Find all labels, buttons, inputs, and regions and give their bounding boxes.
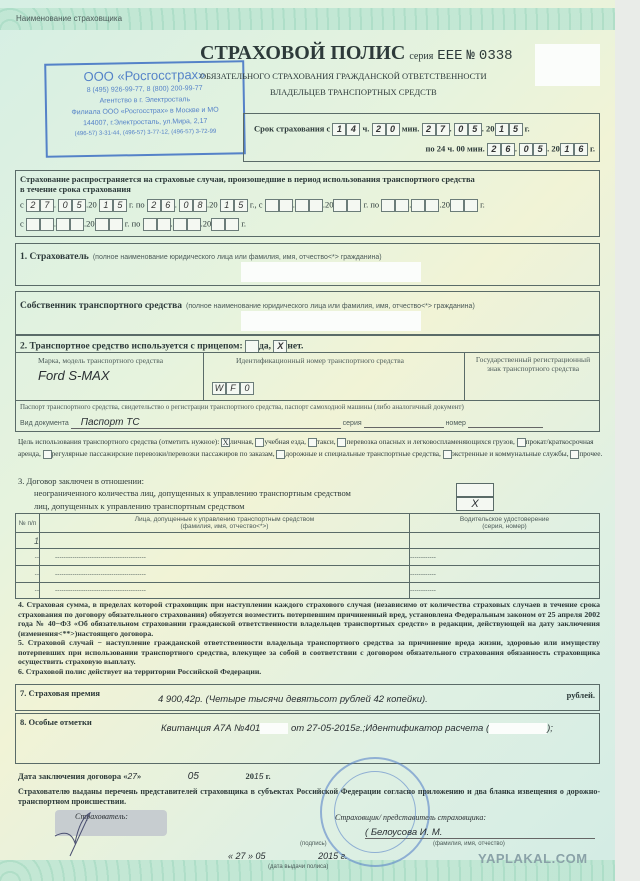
stamp-phones: 8 (495) 926-99-77, 8 (800) 200-99-77 [86, 84, 203, 95]
insurer-label: Наименование страховщика [16, 14, 123, 23]
name-hint: (фамилия, имя, отчество) [433, 841, 505, 847]
drivers-limited-label: лиц, допущенных к управлению транспортным средством [34, 501, 245, 511]
vin-label: Идентификационный номер транспортного средства [236, 356, 404, 365]
term-box [243, 113, 600, 162]
purpose-section: Цель использования транспортного средства (отметить нужное): X личная, учебная езда, такси, перевозка опасных и легковоспламеняющихся грузов, прокат/краткосрочная аренда, регулярные пассажирские перевозки/перевозки пассажиров по заказам, дорожные и специальные транспортные средства, экстренные и коммунальные службы, прочее. [18, 437, 603, 458]
minute-digit[interactable]: 0 [386, 123, 400, 136]
notes-box [15, 713, 600, 764]
owner-hint: (полное наименование юридического лица или фамилия, имя, отчество<*> гражданина) [186, 303, 475, 310]
empty-digit[interactable] [225, 218, 239, 231]
policy-title [200, 42, 513, 65]
purpose-checkbox[interactable] [308, 438, 317, 447]
owner-box [15, 291, 600, 335]
term-from-row: Срок страхования с 1 4 ч. 2 0 мин. 2 7 . 0 5 . 20 1 5 г. [254, 123, 530, 134]
coverage-box [15, 170, 600, 237]
empty-digit[interactable] [40, 218, 54, 231]
contract-date: Дата заключения договора «27» 05 2015 г. [18, 771, 271, 782]
year-digit[interactable]: 1 [99, 199, 113, 212]
series-label: серия [409, 51, 434, 62]
empty-digit[interactable] [157, 218, 171, 231]
insured-box [15, 243, 600, 286]
insurer-signature-label: Страховщик/ представитель страховщика: [335, 813, 487, 822]
coverage-text: Страхование распространяется на страховые случаи, произошедшие в период использования транспортного средства в течение срока страхования [20, 174, 475, 194]
make-value: Ford S-MAX [38, 368, 110, 383]
year-digit[interactable]: 5 [113, 199, 127, 212]
premium-box [15, 684, 600, 711]
vin-char[interactable]: W [212, 382, 226, 395]
clauses [18, 600, 600, 676]
number-sign: № [466, 48, 475, 64]
notes-label: 8. Особые отметки [20, 717, 92, 727]
vin-char[interactable]: F [226, 382, 240, 395]
insured-signature-label: Страхователь: [75, 812, 128, 821]
col-num-header: № п/п [16, 514, 40, 533]
empty-digit[interactable] [381, 199, 395, 212]
purpose-checkbox[interactable] [517, 438, 526, 447]
sig-hint: (подпись) [300, 841, 327, 847]
policy-number: 0338 [478, 48, 513, 64]
empty-digit[interactable] [347, 199, 361, 212]
empty-digit[interactable] [70, 218, 84, 231]
table-row: -- ------------------------------------------ ------------ [16, 566, 600, 583]
minute-digit[interactable]: 2 [372, 123, 386, 136]
notes-value: Квитанция А7А №401 от 27-05-2015г.;Идентификатор расчета ( ); [161, 723, 553, 734]
premium-label: 7. Страховая премия [20, 688, 100, 698]
empty-digit[interactable] [425, 199, 439, 212]
hour-digit[interactable]: 4 [346, 123, 360, 136]
hour-digit[interactable]: 1 [332, 123, 346, 136]
col-license-header: Водительское удостоверение (серия, номер) [410, 514, 600, 533]
drivers-table [15, 513, 600, 599]
trailer-row: 2. Транспортное средство используется с прицепом: да, X нет. [20, 341, 304, 352]
month-digit[interactable]: 5 [533, 143, 547, 156]
purpose-checkbox[interactable] [43, 450, 52, 459]
limited-checkbox[interactable]: X [456, 497, 494, 511]
clause-5: 5. Страховой случай − наступление гражданской ответственности владельца транспортного средства за причинение вреда жизни, здоровью или имуществу потерпевших при использовании транспортного средства, влекущее за собой в соответствии с договором обязательного страхования обязанность страховщика осуществить страховую выплату. [18, 638, 600, 666]
empty-digit[interactable] [464, 199, 478, 212]
year-digit[interactable]: 1 [560, 143, 574, 156]
empty-digit[interactable] [309, 199, 323, 212]
year-digit[interactable]: 6 [574, 143, 588, 156]
clause-4: 4. Страховая сумма, в пределах которой страховщик при наступлении каждого страхового случая (независимо от количества страховых случаев в течение срока страхования по договору обязательного страхования) обязуется возместить потерпевшим причиненный вред, установлена Федеральным законом от 25 апреля 2002 года № 40−ФЗ «Об обязательном страховании гражданской ответственности владельцев транспортных средств» в редакции, действующей на дату заключения (изменения<**>)настоящего договора. [18, 600, 600, 638]
year-digit[interactable]: 5 [509, 123, 523, 136]
trailer-no-checkbox[interactable]: X [273, 340, 287, 353]
empty-digit[interactable] [143, 218, 157, 231]
empty-digit[interactable] [395, 199, 409, 212]
year-digit[interactable]: 1 [495, 123, 509, 136]
coverage-period-row-2: с . .20 г. по . .20 г. [20, 218, 246, 231]
day-digit[interactable]: 7 [436, 123, 450, 136]
month-digit[interactable]: 0 [58, 199, 72, 212]
year-digit[interactable]: 1 [220, 199, 234, 212]
empty-digit[interactable] [26, 218, 40, 231]
subtitle-2: ВЛАДЕЛЬЦЕВ ТРАНСПОРТНЫХ СРЕДСТВ [270, 87, 437, 97]
empty-digit[interactable] [450, 199, 464, 212]
premium-value: 4 900,42р. (Четыре тысячи девятьсот рублей 42 копейки). [158, 694, 428, 705]
day-digit[interactable]: 2 [487, 143, 501, 156]
clause-6: 6. Страховой полис действует на территории Российской Федерации. [18, 666, 262, 676]
year-digit[interactable]: 5 [234, 199, 248, 212]
drivers-label: 3. Договор заключен в отношении: [18, 476, 145, 486]
doc-type-value: Паспорт ТС [71, 417, 341, 429]
owner-label: Собственник транспортного средства [20, 301, 183, 311]
empty-digit[interactable] [333, 199, 347, 212]
month-digit[interactable]: 5 [72, 199, 86, 212]
title: СТРАХОВОЙ ПОЛИС [200, 42, 406, 64]
day-digit[interactable]: 2 [26, 199, 40, 212]
issued-text: Страхователю выданы перечень представителей страховщика в субъектах Российской Федерации согласно приложению и два бланка извещения о дорожно-транспортном происшествии. [18, 787, 600, 806]
issue-date: « 27 » 05 2015 г. [228, 851, 348, 861]
issue-hint: (дата выдачи полиса) [268, 864, 329, 870]
stamp-branch: Филиала ООО «Росгосстрах» в Москве и МО [71, 106, 219, 117]
insured-hint: (полное наименование юридического лица или фамилия, имя, отчество<*> гражданина) [92, 254, 382, 261]
stamp-address: 144007, г.Электросталь, ул.Мира, 2,17 [82, 117, 208, 128]
day-digit[interactable]: 7 [40, 199, 54, 212]
redacted-area [241, 311, 421, 331]
table-row: 1 [16, 533, 600, 549]
passport-label: Паспорт транспортного средства, свидетельство о регистрации транспортного средства, паспорт самоходной машины (либо аналогичный документ) [20, 403, 464, 411]
stamp-name: ООО «Росгосстрах» [83, 66, 206, 85]
vin-char[interactable]: 0 [240, 382, 254, 395]
empty-digit[interactable] [279, 199, 293, 212]
insured-label: 1. Страхователь [20, 252, 89, 262]
day-digit[interactable]: 2 [147, 199, 161, 212]
day-digit[interactable]: 6 [161, 199, 175, 212]
purpose-checkbox-personal[interactable]: X [222, 437, 229, 447]
month-digit[interactable]: 0 [454, 123, 468, 136]
purpose-checkbox[interactable] [276, 450, 285, 459]
col-person-header: Лица, допущенные к управлению транспортным средством (фамилия, имя, отчество<*>) [40, 514, 410, 533]
watermark: YAPLAKAL.COM [478, 851, 588, 866]
premium-unit: рублей. [566, 690, 595, 700]
make-label: Марка, модель транспортного средства [38, 356, 164, 365]
reg-label: Государственный регистрационный знак транспортного средства [475, 355, 591, 373]
subtitle-1: ОБЯЗАТЕЛЬНОГО СТРАХОВАНИЯ ГРАЖДАНСКОЙ ОТВЕТСТВЕННОСТИ [200, 71, 487, 81]
signature-icon [50, 808, 110, 858]
month-digit[interactable]: 8 [193, 199, 207, 212]
empty-digit[interactable] [173, 218, 187, 231]
month-digit[interactable]: 5 [468, 123, 482, 136]
empty-digit[interactable] [411, 199, 425, 212]
stamp-agency: Агентство в г. Электросталь [99, 96, 191, 105]
table-row: -- ------------------------------------------ ------------ [16, 583, 600, 599]
rep-name-row: ( Белоусова И. М. [365, 827, 595, 839]
stamp-tel: (496-57) 3-31-44, (496-57) 3-77-12, (496-57) 3-72-99 [74, 128, 217, 138]
empty-digit[interactable] [109, 218, 123, 231]
coverage-period-row-1: с 2 7 . 0 5 .20 1 5 г. по 2 6 . 0 8 .20 1 5 г., с . .20 г. по . .20 г. [20, 199, 485, 210]
redacted-area [241, 262, 421, 282]
passport-row: Вид документа Паспорт ТС серия номер [20, 417, 595, 429]
table-row: -- ------------------------------------------ ------------ [16, 549, 600, 566]
term-to-row: по 24 ч. 00 мин. 2 6 . 0 5 . 20 1 6 г. [425, 143, 595, 154]
series: ЕЕЕ [437, 48, 463, 64]
purpose-checkbox[interactable] [443, 450, 452, 459]
redacted-area [535, 44, 600, 86]
empty-digit[interactable] [211, 218, 225, 231]
day-digit[interactable]: 2 [422, 123, 436, 136]
empty-digit[interactable] [295, 199, 309, 212]
day-digit[interactable]: 6 [501, 143, 515, 156]
vehicle-box [15, 335, 600, 432]
unlimited-checkbox[interactable] [456, 483, 494, 497]
empty-digit[interactable] [187, 218, 201, 231]
month-digit[interactable]: 0 [519, 143, 533, 156]
month-digit[interactable]: 0 [179, 199, 193, 212]
drivers-unlimited-label: неограниченного количества лиц, допущенных к управлению транспортным средством [34, 488, 351, 498]
vin-cells [212, 379, 254, 397]
empty-digit[interactable] [265, 199, 279, 212]
empty-digit[interactable] [95, 218, 109, 231]
empty-digit[interactable] [56, 218, 70, 231]
